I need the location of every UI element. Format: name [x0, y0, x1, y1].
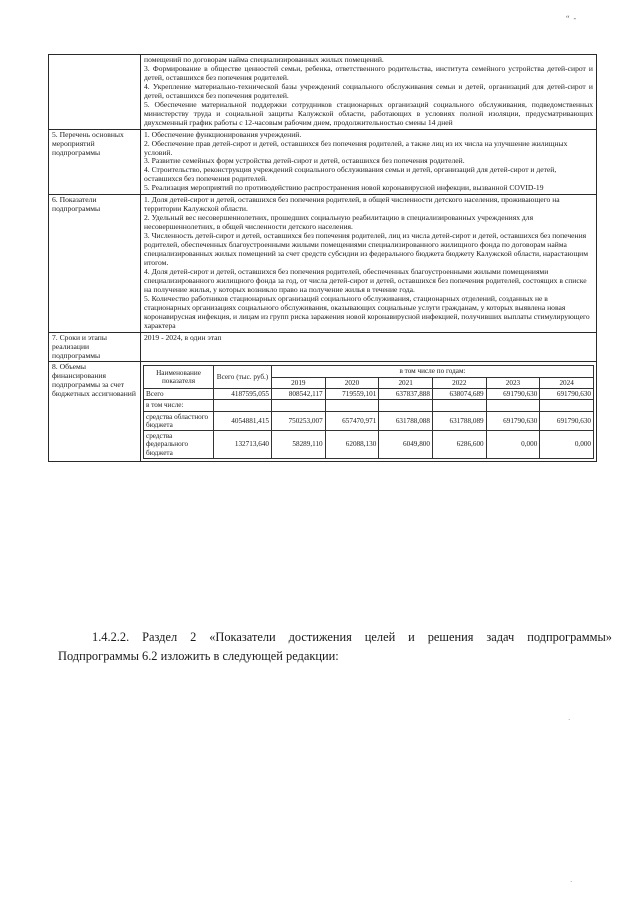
list-item: 3. Формирование в обществе ценностей семьи, ребенка, ответственного родительства, института семейного устройства детей-сирот и детей, оставшихся без попечения родителей.	[144, 63, 593, 82]
table-row	[144, 411, 594, 431]
year-value: 691790,630	[540, 389, 594, 400]
row-name: Всего	[144, 389, 214, 400]
content-cell	[141, 129, 597, 195]
table-row	[49, 332, 597, 362]
table-row	[49, 362, 597, 462]
list-item: 1. Доля детей-сирот и детей, оставшихся без попечения родителей, в общей численности детского населения, проживающего на территории Калужской области.	[144, 195, 560, 214]
row-label: 8. Объемы финансирования подпрограммы за счет бюджетных ассигнований	[49, 362, 141, 462]
year-header: 2020	[325, 377, 379, 388]
list-item: 2. Обеспечение прав детей-сирот и детей, оставшихся без попечения родителей, а также лиц из их числа на улучшение жилищных условий.	[144, 138, 568, 157]
passport-table	[48, 54, 597, 462]
list-item: 4. Строительство, реконструкция учреждений социального обслуживания семьи и детей, организаций для детей-сирот и детей, оставшихся без попечения родителей.	[144, 165, 557, 184]
year-value: 638074,689	[432, 389, 486, 400]
table-row	[49, 129, 597, 195]
table-row	[49, 55, 597, 130]
list-item: 5. Обеспечение материальной поддержки сотрудников стационарных организаций социального обслуживания, подведомственных министерству труда и социальной защиты Калужской области, работающих в условиях полной изоляции, предусматривающих двухсменный график работы с 12-часовым рабочим днем, продолжительностью смены 14 дней	[144, 99, 593, 127]
col-header-total: Всего (тыс. руб.)	[214, 366, 272, 389]
content-cell	[141, 55, 597, 130]
year-value: 808542,117	[272, 389, 326, 400]
row-label: 5. Перечень основных мероприятий подпрограммы	[49, 129, 141, 195]
paragraph-line: 1.4.2.2. Раздел 2 «Показатели достижения целей и решения задач подпрограммы»	[92, 630, 612, 644]
amendment-paragraph	[58, 628, 612, 666]
scan-speck: ·	[570, 878, 573, 886]
year-value: 750253,007	[272, 411, 326, 431]
list-item: 3. Развитие семейных форм устройства детей-сирот и детей, оставшихся без попечения родителей.	[144, 156, 465, 166]
content-cell	[141, 195, 597, 332]
table-row	[144, 389, 594, 400]
table-row	[144, 400, 594, 411]
list-item: 1. Обеспечение функционирования учреждений.	[144, 129, 302, 139]
list-item: 5. Количество работников стационарных организаций социального обслуживания, стационарных отделений, созданных не в стационарных организациях социального обслуживания, оказывающих социальные услуги гражданам, у которых выявлена новая коронавирусная инфекция, и лицам из групп риска заражения новой коронавирусной инфекцией, получивших выплаты стимулирующего характера	[144, 293, 590, 330]
year-value: 719559,101	[325, 389, 379, 400]
row-total: 4187595,055	[214, 389, 272, 400]
year-header: 2021	[379, 377, 433, 388]
year-value: 6286,600	[432, 431, 486, 459]
row-total: 132713,640	[214, 431, 272, 459]
year-value: 691790,630	[486, 389, 540, 400]
row-name: средства областного бюджета	[144, 411, 214, 431]
row-name: средства федерального бюджета	[144, 431, 214, 459]
financing-cell	[141, 362, 597, 462]
row-name: в том числе:	[144, 400, 214, 411]
row-total: 4054881,415	[214, 411, 272, 431]
year-value: 691790,630	[486, 411, 540, 431]
year-header: 2023	[486, 377, 540, 388]
year-header: 2022	[432, 377, 486, 388]
year-value: 62088,130	[325, 431, 379, 459]
content-cell: 2019 - 2024, в один этап	[141, 332, 597, 362]
row-label: 6. Показатели подпрограммы	[49, 195, 141, 332]
paragraph-line: Подпрограммы 6.2 изложить в следующей редакции:	[58, 649, 339, 663]
table-row	[49, 195, 597, 332]
col-header-name: Наименование показателя	[144, 366, 214, 389]
table-row	[144, 431, 594, 459]
list-item: 4. Укрепление материально-технической базы учреждений социального обслуживания семьи и детей, организаций для детей-сирот и детей, оставшихся без попечения родителей.	[144, 81, 593, 100]
financing-table	[143, 365, 594, 459]
year-value: 657470,971	[325, 411, 379, 431]
label-cell-empty	[49, 55, 141, 130]
year-value: 631788,089	[432, 411, 486, 431]
row-label: 7. Сроки и этапы реализации подпрограммы	[49, 332, 141, 362]
year-value: 637837,888	[379, 389, 433, 400]
list-item: 2. Удельный вес несовершеннолетних, прошедших социальную реабилитацию в специализированных учреждениях для несовершеннолетних, в общей численности детского населения.	[144, 213, 534, 232]
year-header: 2024	[540, 377, 594, 388]
year-value: 691790,630	[540, 411, 594, 431]
year-value: 0,000	[540, 431, 594, 459]
list-item: 4. Доля детей-сирот и детей, оставшихся без попечения родителей, обеспеченных благоустроенными жилыми помещениями специализированного жилищного фонда за год, от числа детей-сирот и детей, оставшихся без попечения родителей, состоящих в списке на получение жилья, у которых возникло право на получение жилья в течение года.	[144, 266, 587, 294]
list-item: 5. Реализация мероприятий по противодействию распространения новой коронавирусной инфекции, вызванной COVID-19	[144, 183, 544, 193]
page-corner-mark: “ -	[566, 14, 578, 23]
year-header: 2019	[272, 377, 326, 388]
list-item: 3. Численность детей-сирот и детей, оставшихся без попечения родителей, лиц из числа детей-сирот и детей, оставшихся без попечения родителей, обеспеченных благоустроенными жилыми помещениями специализированного жилищного фонда по договорам найма специализированных жилых помещений за счет средств субсидии из федерального бюджета бюджету Калужской области, нарастающим итогом.	[144, 231, 589, 267]
year-value: 631788,088	[379, 411, 433, 431]
col-header-by-years: в том числе по годам:	[272, 366, 594, 377]
year-value: 0,000	[486, 431, 540, 459]
year-value: 6049,800	[379, 431, 433, 459]
scan-speck: ·	[568, 716, 571, 724]
year-value: 58289,110	[272, 431, 326, 459]
list-item: помещений по договорам найма специализированных жилых помещений.	[144, 55, 384, 64]
